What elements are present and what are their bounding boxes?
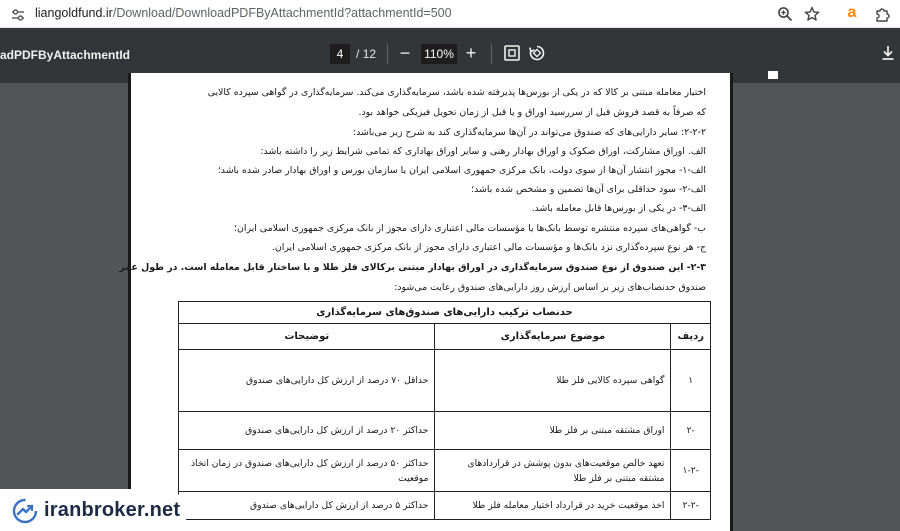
page-number-input[interactable]: 4 bbox=[330, 44, 350, 64]
paragraph-line: ج- هر نوع سپرده‌گذاری نزد بانک‌ها و مؤسسات مالی اعتباری دارای مجوز از بانک مرکزی جمهوری اسلامی ایران. bbox=[271, 242, 706, 253]
column-header-desc: توضیحات bbox=[179, 324, 435, 350]
row-description: حداکثر ۵۰ درصد از ارزش کل دارایی‌های صندوق در زمان اتخاذ موقعیت bbox=[179, 450, 435, 492]
row-number: -۲ bbox=[671, 412, 711, 450]
total-pages: 12 bbox=[362, 47, 377, 61]
pdf-page bbox=[119, 73, 733, 531]
paragraph-line: که صرفاً به قصد فروش قبل از سررسید اوراق و یا قبل از زمان تحویل فیزیکی خواهد بود. bbox=[358, 107, 706, 118]
table-header-row bbox=[179, 324, 711, 350]
row-subject: اوراق مشتقه مبتنی بر فلز طلا bbox=[435, 412, 671, 450]
fit-page-icon[interactable] bbox=[503, 44, 521, 62]
paragraph-line: الف-۳- در یکی از بورس‌ها قابل معامله باشد. bbox=[531, 203, 706, 214]
paragraph-line: ب- گواهی‌های سپرده منتشره توسط بانک‌ها یا مؤسسات مالی اعتباری دارای مجوز از بانک مرکزی جمهوری اسلامی ایران؛ bbox=[233, 223, 706, 234]
table-row bbox=[179, 412, 711, 450]
paragraph-line: الف-۲- سود حداقلی برای آن‌ها تضمین و مشخص شده باشد؛ bbox=[471, 184, 706, 195]
table-row bbox=[179, 350, 711, 412]
row-description: حداکثر ۲۰ درصد از ارزش کل دارایی‌های صندوق bbox=[179, 412, 435, 450]
browser-address-bar bbox=[0, 0, 900, 28]
row-subject: اخذ موقعیت خرید در قرارداد اختیار معامله فلز طلا bbox=[435, 492, 671, 520]
paragraph-line: ۲-۲-۲: سایر دارایی‌های که صندوق می‌تواند در آن‌ها سرمایه‌گذاری کند به شرح زیر می‌باشد: bbox=[352, 127, 706, 138]
paragraph-line: صندوق حدنصاب‌های زیر بر اساس ارزش روز دارایی‌های صندوق رعایت می‌شود: bbox=[394, 282, 706, 293]
url-path: /Download/DownloadPDFByAttachmentId?attachmentId=500 bbox=[112, 6, 452, 20]
row-number: ۱ bbox=[671, 350, 711, 412]
paragraph-line: الف-۱- مجوز انتشار آن‌ها از سوی دولت، بانک مرکزی جمهوری اسلامی ایران یا سازمان بورس و اوراق بهادار صادر شده باشد؛ bbox=[217, 165, 706, 176]
row-subject: گواهی سپرده کالایی فلز طلا bbox=[435, 350, 671, 412]
investment-limits-table bbox=[178, 301, 711, 520]
download-icon[interactable] bbox=[879, 44, 897, 62]
puzzle-icon[interactable] bbox=[873, 5, 891, 23]
row-subject: تعهد خالص موقعیت‌های بدون پوشش در قراردادهای مشتقه مبتنی بر فلز طلا bbox=[435, 450, 671, 492]
table-caption-row bbox=[179, 302, 711, 324]
row-description: حداقل ۷۰ درصد از ارزش کل دارایی‌های صندوق bbox=[179, 350, 435, 412]
zoom-out-button[interactable]: − bbox=[399, 43, 411, 63]
table-row bbox=[179, 492, 711, 520]
url-domain: liangoldfund.ir bbox=[35, 6, 113, 20]
column-header-num: ردیف bbox=[671, 324, 711, 350]
row-number: -۱-۲ bbox=[671, 450, 711, 492]
rotate-icon[interactable] bbox=[528, 44, 546, 62]
url-field[interactable] bbox=[35, 6, 452, 20]
table-caption: حدنصاب ترکیب دارایی‌های صندوق‌های سرمایه‌گذاری bbox=[179, 302, 711, 324]
zoom-in-button[interactable]: + bbox=[465, 43, 477, 63]
zoom-level-input[interactable]: 110% bbox=[421, 44, 457, 64]
star-icon[interactable] bbox=[803, 5, 821, 23]
watermark-text: iranbroker.net bbox=[44, 499, 181, 521]
pdf-viewer[interactable] bbox=[0, 83, 900, 531]
page-separator: / bbox=[356, 47, 360, 61]
table-row bbox=[179, 450, 711, 492]
watermark bbox=[0, 489, 186, 531]
paragraph-line: اختیار معامله مبتنی بر کالا که در یکی از بورس‌ها پذیرفته شده باشد، سرمایه‌گذاری می‌کند. سرمایه‌گذاری در گواهی سپرده کالایی bbox=[207, 87, 706, 98]
toolbar-divider bbox=[387, 44, 388, 64]
column-header-subject: موضوع سرمایه‌گذاری bbox=[435, 324, 671, 350]
site-info-icon[interactable] bbox=[11, 7, 25, 21]
row-number: -۲-۲ bbox=[671, 492, 711, 520]
paragraph-line: الف. اوراق مشارکت، اوراق صکوک و اوراق بهادار رهنی و سایر اوراق بهاداری که تمامی شرایط زیر را داشته باشد: bbox=[260, 146, 706, 157]
toolbar-divider bbox=[491, 44, 492, 64]
iranbroker-logo-icon bbox=[12, 498, 38, 524]
page-count bbox=[356, 47, 376, 61]
scroll-indicator bbox=[768, 71, 778, 79]
paragraph-line: ۲-۳- این صندوق از نوع صندوق سرمایه‌گذاری در اوراق بهادار مبتنی برکالای فلز طلا و با ساختار قابل معامله است. در طول عمر bbox=[119, 262, 706, 273]
zoom-icon[interactable] bbox=[776, 5, 794, 23]
extension-a-icon[interactable]: a bbox=[847, 4, 857, 21]
document-title: adPDFByAttachmentId bbox=[0, 48, 131, 62]
row-description: حداکثر ۵ درصد از ارزش کل دارایی‌های صندوق bbox=[179, 492, 435, 520]
